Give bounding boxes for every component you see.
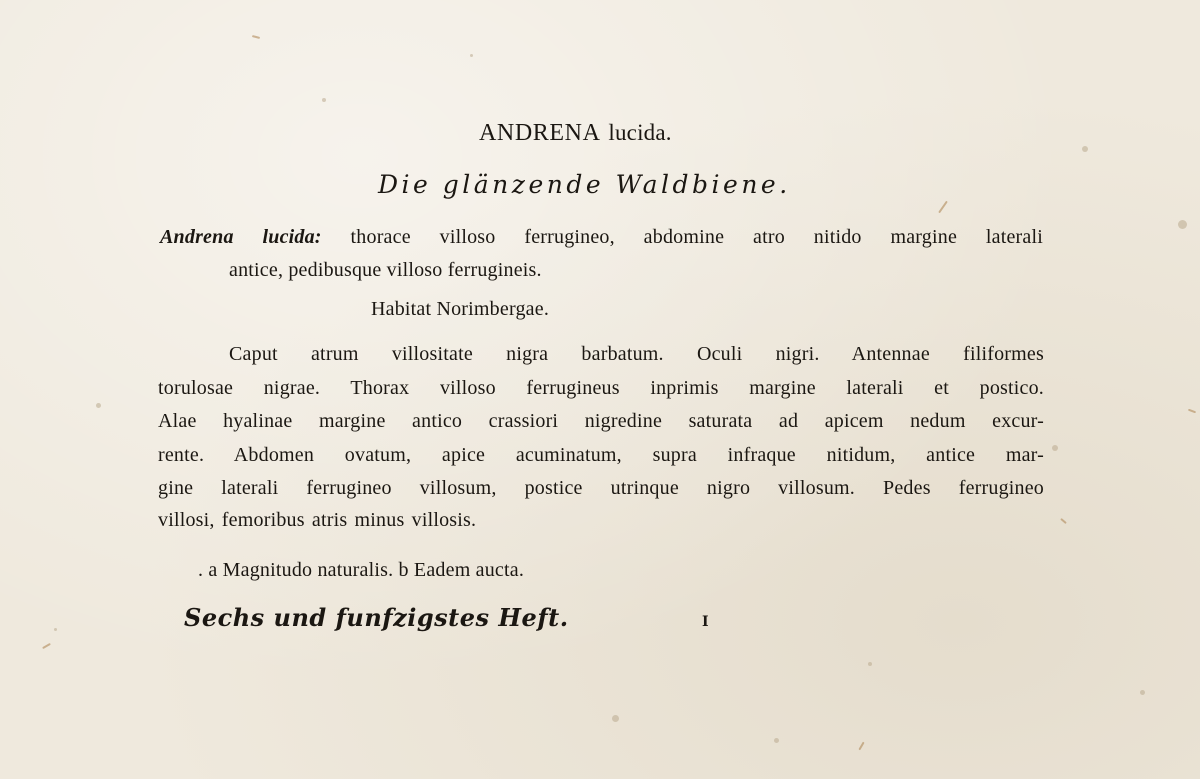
description-line: Caput atrum villositate nigra barbatum. Oculi nigri. Antennae filiformes bbox=[229, 343, 1044, 365]
genus-name: ANDRENA bbox=[479, 120, 601, 146]
signature-mark: I bbox=[702, 614, 709, 630]
habitat-line: Habitat Norimbergae. bbox=[371, 298, 550, 320]
german-common-name: Die glänzende Waldbiene. bbox=[378, 170, 791, 199]
species-title bbox=[479, 118, 672, 147]
diagnosis-line-2: antice, pedibusque villoso ferrugineis. bbox=[229, 259, 542, 281]
description-line: torulosae nigrae. Thorax villoso ferrugineus inprimis margine laterali et postico. bbox=[158, 377, 1044, 399]
heft-footer: Sechs und funfzigstes Heft. bbox=[184, 603, 569, 632]
diagnosis-name: Andrena lucida: bbox=[160, 226, 322, 248]
description-line: villosi, femoribus atris minus villosis. bbox=[158, 509, 477, 531]
figure-legend: . a Magnitudo naturalis. b Eadem aucta. bbox=[198, 559, 525, 581]
diagnosis-line-1 bbox=[160, 226, 1043, 249]
description-line: gine laterali ferrugineo villosum, postice utrinque nigro villosum. Pedes ferrugineo bbox=[158, 477, 1044, 499]
diagnosis-text: thorace villoso ferrugineo, abdomine atro nitido margine laterali bbox=[350, 226, 1043, 248]
description-line: rente. Abdomen ovatum, apice acuminatum, supra infraque nitidum, antice mar- bbox=[158, 444, 1044, 466]
description-line: Alae hyalinae margine antico crassiori nigredine saturata ad apicem nedum excur- bbox=[158, 410, 1044, 432]
species-name: lucida. bbox=[608, 120, 672, 145]
